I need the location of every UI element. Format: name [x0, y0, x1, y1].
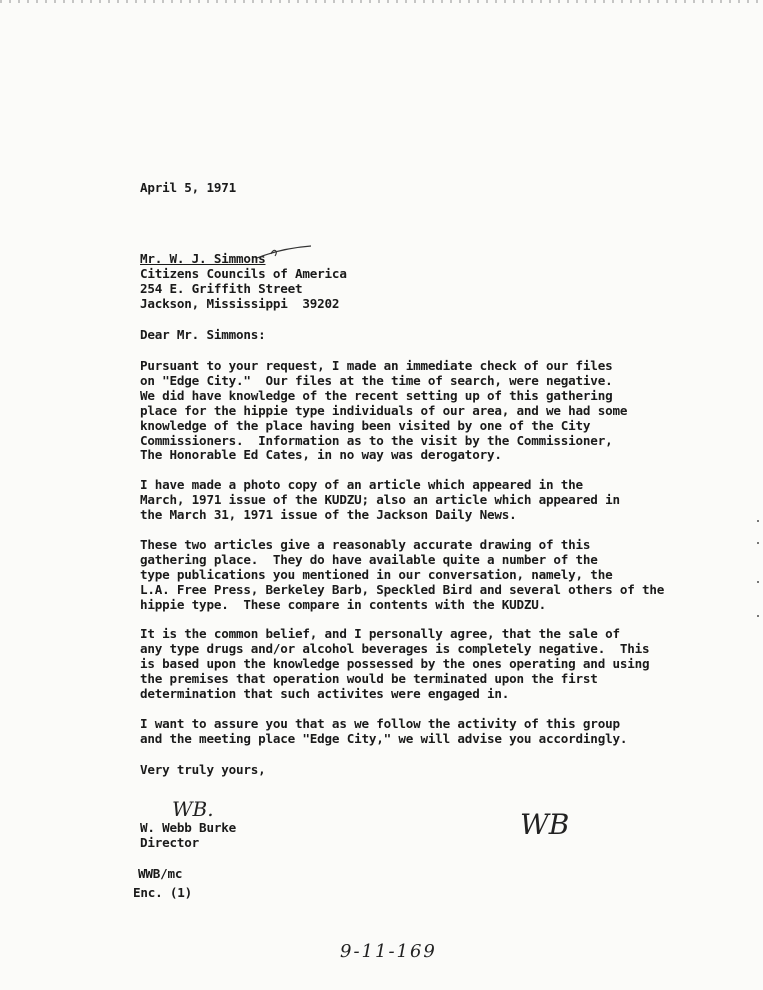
recipient-check-mark — [255, 244, 315, 264]
paragraph-line: gathering place. They do have available quite a number of the — [140, 551, 598, 567]
paragraph-line: I have made a photo copy of an article which appeared in the — [140, 477, 583, 492]
paragraph-line: on "Edge City." Our files at the time of search, were negative. — [140, 372, 613, 388]
paragraph-line: knowledge of the place having been visited by one of the City — [140, 417, 591, 433]
paragraph-line: It is the common belief, and I personally agree, that the sale of — [140, 626, 620, 641]
paragraph-1 — [140, 359, 627, 463]
scan-specks — [757, 520, 761, 640]
paragraph-line: Pursuant to your request, I made an immediate check of our files — [140, 358, 613, 373]
file-number: 9-11-169 — [340, 941, 437, 962]
paragraph-2 — [140, 478, 620, 523]
typist-initials: WWB/mc — [138, 866, 183, 881]
paragraph-line: type publications you mentioned in our conversation, namely, the — [140, 566, 613, 582]
letter-date: April 5, 1971 — [140, 180, 236, 195]
salutation: Dear Mr. Simmons: — [140, 327, 266, 342]
signer-title: Director — [140, 835, 200, 850]
recipient-organization: Citizens Councils of America — [140, 266, 347, 281]
paragraph-line: place for the hippie type individuals of our area, and we had some — [140, 402, 628, 418]
paragraph-line: Commissioners. Information as to the visit by the Commissioner, — [140, 432, 613, 448]
margin-initials: WB — [520, 808, 570, 841]
paragraph-line: is based upon the knowledge possessed by the ones operating and using — [140, 655, 650, 671]
paragraph-line: the premises that operation would be terminated upon the first — [140, 670, 598, 686]
paragraph-4 — [140, 627, 649, 702]
paragraph-line: any type drugs and/or alcohol beverages is completely negative. This — [140, 640, 650, 656]
paragraph-line: the March 31, 1971 issue of the Jackson Daily News. — [140, 506, 517, 522]
enclosure-note: Enc. (1) — [133, 885, 193, 900]
scan-edge-dots — [0, 0, 763, 3]
paragraph-line: L.A. Free Press, Berkeley Barb, Speckled Bird and several others of the — [140, 581, 665, 597]
signer-name: W. Webb Burke — [140, 820, 236, 835]
paragraph-line: I want to assure you that as we follow the activity of this group — [140, 716, 620, 731]
paragraph-line: We did have knowledge of the recent setting up of this gathering — [140, 387, 613, 403]
paragraph-line: March, 1971 issue of the KUDZU; also an article which appeared in — [140, 491, 620, 507]
paragraph-line: determination that such activites were engaged in. — [140, 685, 510, 701]
recipient-street: 254 E. Griffith Street — [140, 281, 303, 296]
paragraph-line: The Honorable Ed Cates, in no way was derogatory. — [140, 447, 502, 463]
paragraph-line: and the meeting place "Edge City," we will advise you accordingly. — [140, 730, 628, 746]
recipient-city: Jackson, Mississippi 39202 — [140, 296, 340, 311]
closing: Very truly yours, — [140, 762, 266, 777]
recipient-name: Mr. W. J. Simmons — [140, 251, 266, 266]
paragraph-5 — [140, 717, 627, 747]
signature-initials: WB. — [172, 797, 214, 821]
paragraph-line: hippie type. These compare in contents with the KUDZU. — [140, 596, 547, 612]
paragraph-3 — [140, 538, 664, 613]
paragraph-line: These two articles give a reasonably accurate drawing of this — [140, 537, 591, 552]
